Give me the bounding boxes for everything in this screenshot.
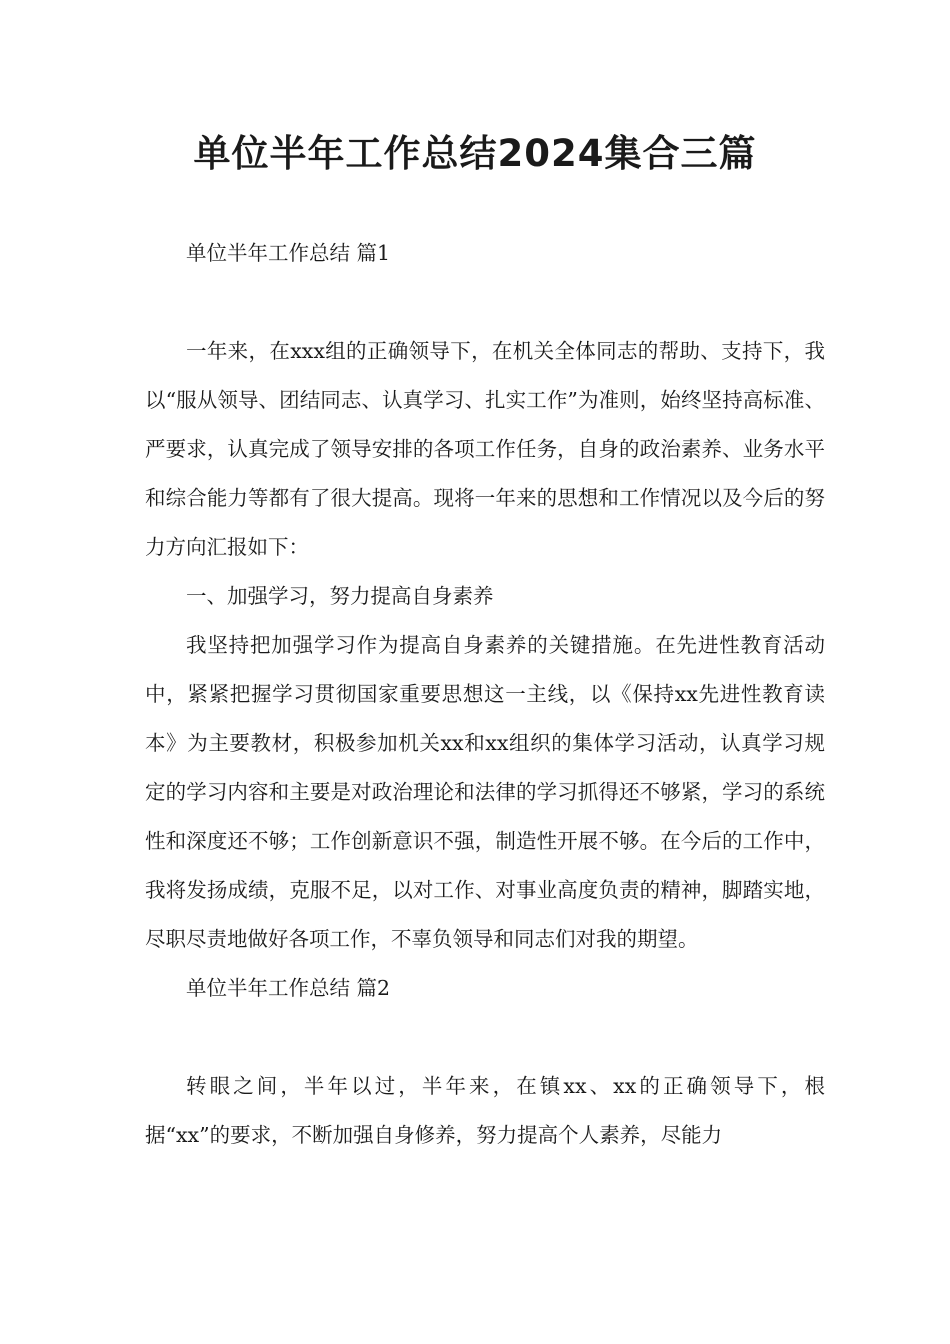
document-title: 单位半年工作总结2024集合三篇	[193, 132, 757, 175]
section-1-subheading: 一、加强学习，努力提高自身素养	[186, 584, 494, 608]
document-body	[145, 229, 825, 1160]
section-1-heading: 单位半年工作总结 篇1	[186, 241, 391, 265]
section-2-paragraph-1: 转眼之间，半年以过，半年来，在镇xx、xx的正确领导下，根据“xx”的要求，不断加强自身修养，努力提高个人素养，尽能力	[145, 1074, 825, 1147]
section-2-heading: 单位半年工作总结 篇2	[186, 976, 391, 1000]
section-1-paragraph-1: 一年来，在xxx组的正确领导下，在机关全体同志的帮助、支持下，我以“服从领导、团结同志、认真学习、扎实工作”为准则，始终坚持高标准、严要求，认真完成了领导安排的各项工作任务，自身的政治素养、业务水平和综合能力等都有了很大提高。现将一年来的思想和工作情况以及今后的努力方向汇报如下：	[145, 339, 825, 559]
section-1-paragraph-2: 我坚持把加强学习作为提高自身素养的关键措施。在先进性教育活动中，紧紧把握学习贯彻国家重要思想这一主线，以《保持xx先进性教育读本》为主要教材，积极参加机关xx和xx组织的集体学习活动，认真学习规定的学习内容和主要是对政治理论和法律的学习抓得还不够紧，学习的系统性和深度还不够；工作创新意识不强，制造性开展不够。在今后的工作中，我将发扬成绩，克服不足，以对工作、对事业高度负责的精神，脚踏实地，尽职尽责地做好各项工作，不辜负领导和同志们对我的期望。	[145, 633, 825, 951]
